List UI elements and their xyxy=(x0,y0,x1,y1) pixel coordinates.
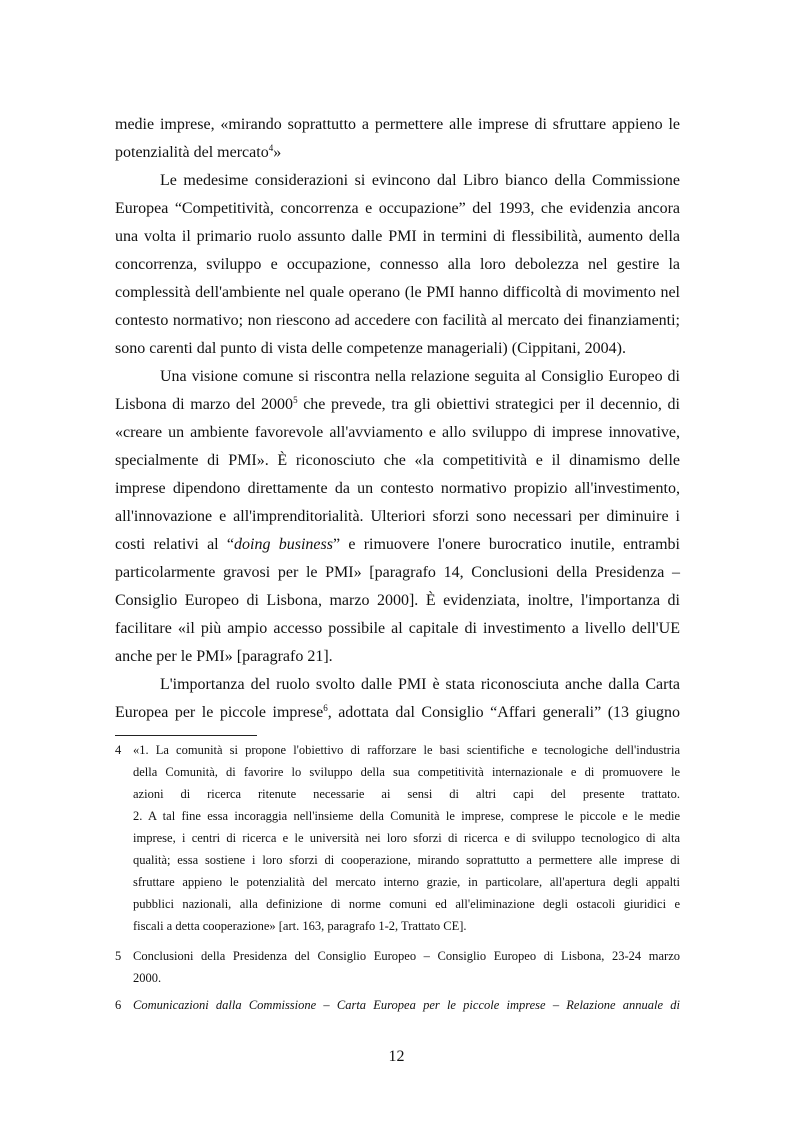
body-line: anche per le PMI» [paragrafo 21]. xyxy=(115,648,333,665)
footnote-line: sfruttare appieno le potenzialità del mercato interno grazie, in particolare, all'apertura degli appalti xyxy=(133,875,680,889)
body-line: Consiglio Europeo di Lisbona, marzo 2000]. È evidenziata, inoltre, l'importanza di xyxy=(115,592,680,609)
footnote-line: Comunicazioni dalla Commissione – Carta Europea per le piccole imprese – Relazione annuale di xyxy=(133,998,680,1012)
body-line: Lisbona di marzo del 2000$^5$ che prevede, tra gli obiettivi strategici per il decennio, di xyxy=(115,395,680,413)
footnote-line: fiscali a detta cooperazione» [art. 163, paragrafo 1-2, Trattato CE]. xyxy=(133,919,467,933)
footnote-number: 5 xyxy=(115,949,122,963)
page-number: 12 xyxy=(388,1048,405,1065)
body-line: all'innovazione e all'imprenditorialità. Ulteriori sforzi sono necessari per diminuire i xyxy=(115,508,680,525)
body-line: Le medesime considerazioni si evincono dal Libro bianco della Commissione xyxy=(160,172,680,189)
italic-term: doing business xyxy=(234,536,333,553)
body-line: medie imprese, «mirando soprattutto a permettere alle imprese di sfruttare appieno le xyxy=(115,116,680,133)
body-line: complessità dell'ambiente nel quale operano (le PMI hanno difficoltà di movimento nel xyxy=(115,284,680,301)
body-line: contesto normativo; non riescono ad accedere con facilità al mercato dei finanziamenti; xyxy=(115,312,680,329)
body-line: L'importanza del ruolo svolto dalle PMI è stata riconosciuta anche dalla Carta xyxy=(160,676,680,693)
body-line: «creare un ambiente favorevole all'avviamento e allo sviluppo di imprese innovative, xyxy=(115,424,680,441)
body-line: una volta il primario ruolo assunto dalle PMI in termini di flessibilità, aumento della xyxy=(115,228,680,245)
footnote-separator xyxy=(115,735,257,736)
footnote-ref: 4 xyxy=(268,143,274,153)
body-line: particolarmente gravosi per le PMI» [paragrafo 14, Conclusioni della Presidenza – xyxy=(115,564,680,581)
body-line: potenzialità del mercato$^4$» xyxy=(115,143,282,161)
footnote-line: pubblici nazionali, alla definizione di norme comuni ed all'eliminazione degli ostacoli giuridici e xyxy=(133,897,680,911)
footnote-line: azioni di ricerca ritenute necessarie ai sensi di altri capi del presente trattato. xyxy=(133,787,680,801)
footnote-line: «1. La comunità si propone l'obiettivo di rafforzare le basi scientifiche e tecnologiche dell'industria xyxy=(133,743,680,757)
body-line: concorrenza, sviluppo e occupazione, connesso alla loro debolezza nel gestire la xyxy=(115,256,680,273)
footnote-line: della Comunità, di favorire lo sviluppo della sua competitività internazionale e di promuovere le xyxy=(133,765,680,779)
body-line: sono carenti dal punto di vista delle competenze manageriali) (Cippitani, 2004). xyxy=(115,340,626,357)
footnote-line: 2000. xyxy=(133,971,162,985)
body-line: specialmente di PMI». È riconosciuto che «la competitività e il dinamismo delle xyxy=(115,452,680,469)
footnote-ref: 6 xyxy=(323,703,328,713)
body-line: imprese dipendono direttamente da un contesto normativo propizio all'investimento, xyxy=(115,480,680,497)
footnote-line: imprese, i centri di ricerca e le università nei loro sforzi di ricerca e di sviluppo tecnologico di alta xyxy=(133,831,680,845)
footnote-number: 4 xyxy=(115,743,122,757)
body-line: Europea per le piccole imprese$^6$, adottata dal Consiglio “Affari generali” (13 giugno xyxy=(115,703,681,721)
footnote-line: Conclusioni della Presidenza del Consiglio Europeo – Consiglio Europeo di Lisbona, 23-24 marzo xyxy=(133,949,680,963)
footnote-line: 2. A tal fine essa incoraggia nell'insieme della Comunità le imprese, comprese le piccole e le medie xyxy=(133,809,680,823)
body-line: facilitare «il più ampio accesso possibile al capitale di investimento a livello dell'UE xyxy=(115,620,680,637)
footnote-ref: 5 xyxy=(293,395,298,405)
footnote-number: 6 xyxy=(115,998,122,1012)
body-line: costi relativi al “doing business” e rimuovere l'onere burocratico inutile, entrambi xyxy=(115,536,680,553)
body-line: Una visione comune si riscontra nella relazione seguita al Consiglio Europeo di xyxy=(160,368,680,385)
body-line: Europea “Competitività, concorrenza e occupazione” del 1993, che evidenzia ancora xyxy=(115,200,680,217)
footnote-line: qualità; essa sostiene i loro sforzi di cooperazione, mirando soprattutto a permettere alle imprese di xyxy=(133,853,680,867)
